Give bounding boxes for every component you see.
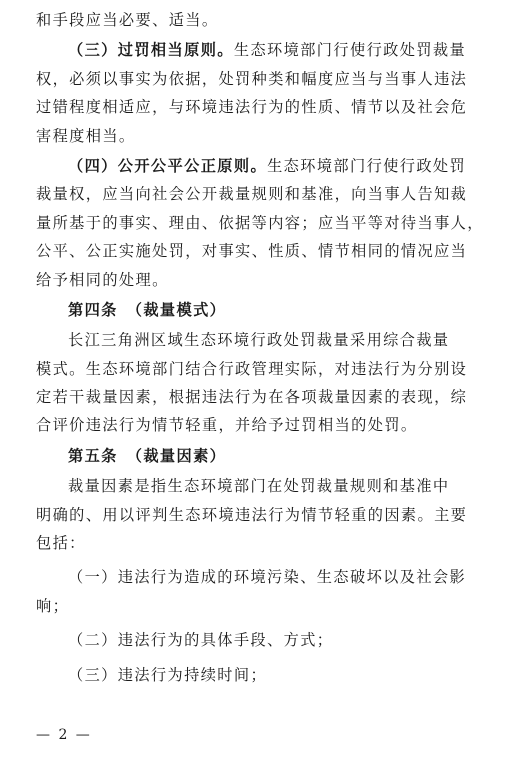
text-line: 公平、公正实施处罚，对事实、性质、情节相同的情况应当 — [36, 242, 468, 261]
paragraph-principle-4 — [36, 152, 470, 180]
article-heading: 第五条 （裁量因素） — [68, 446, 227, 465]
text-line: 长江三角洲区域生态环境行政处罚裁量采用综合裁量 — [68, 331, 450, 350]
text-line: 裁量因素是指生态环境部门在处罚裁量规则和基准中 — [68, 477, 450, 496]
text-line: 响； — [36, 596, 70, 615]
text-line: 模式。生态环境部门结合行政管理实际，对违法行为分别设 — [36, 359, 468, 378]
paragraph-principle-3 — [36, 36, 470, 64]
text-line: 量所基于的事实、理由、依据等内容；应当平等对待当事人， — [36, 213, 484, 232]
text-line: 合评价违法行为情节轻重，并给予过罚相当的处罚。 — [36, 416, 418, 435]
document-page — [36, 6, 484, 689]
text-line: 给予相同的处理。 — [36, 270, 169, 289]
text-line: 和手段应当必要、适当。 — [36, 11, 219, 29]
text-line: 权，必须以事实为依据，处罚种类和幅度应当与当事人违法 — [36, 69, 468, 88]
text-line: 裁量权，应当向社会公开裁量规则和基准，向当事人告知裁 — [36, 185, 468, 204]
page-number: — 2 — — [36, 727, 92, 743]
list-item: （三）违法行为持续时间； — [68, 665, 268, 684]
text-line: 定若干裁量因素，根据违法行为在各项裁量因素的表现，综 — [36, 388, 468, 407]
text-line: 过错程度相适应，与环境违法行为的性质、情节以及社会危 — [36, 98, 468, 117]
list-item: （一）违法行为造成的环境污染、生态破坏以及社会影 — [68, 568, 467, 587]
principle-heading: （三）过罚相当原则。 — [68, 41, 234, 60]
text-line: 生态环境部门行使行政处罚裁量 — [233, 41, 467, 60]
text-line: 包括： — [36, 534, 86, 553]
principle-heading: （四）公开公平公正原则。 — [68, 156, 268, 175]
article-heading: 第四条 （裁量模式） — [68, 300, 227, 319]
text-line: 明确的、用以评判生态环境违法行为情节轻重的因素。主要 — [36, 505, 468, 524]
list-item: （二）违法行为的具体手段、方式； — [68, 631, 334, 650]
text-line: 生态环境部门行使行政处罚 — [267, 156, 467, 175]
text-line: 害程度相当。 — [36, 126, 136, 145]
